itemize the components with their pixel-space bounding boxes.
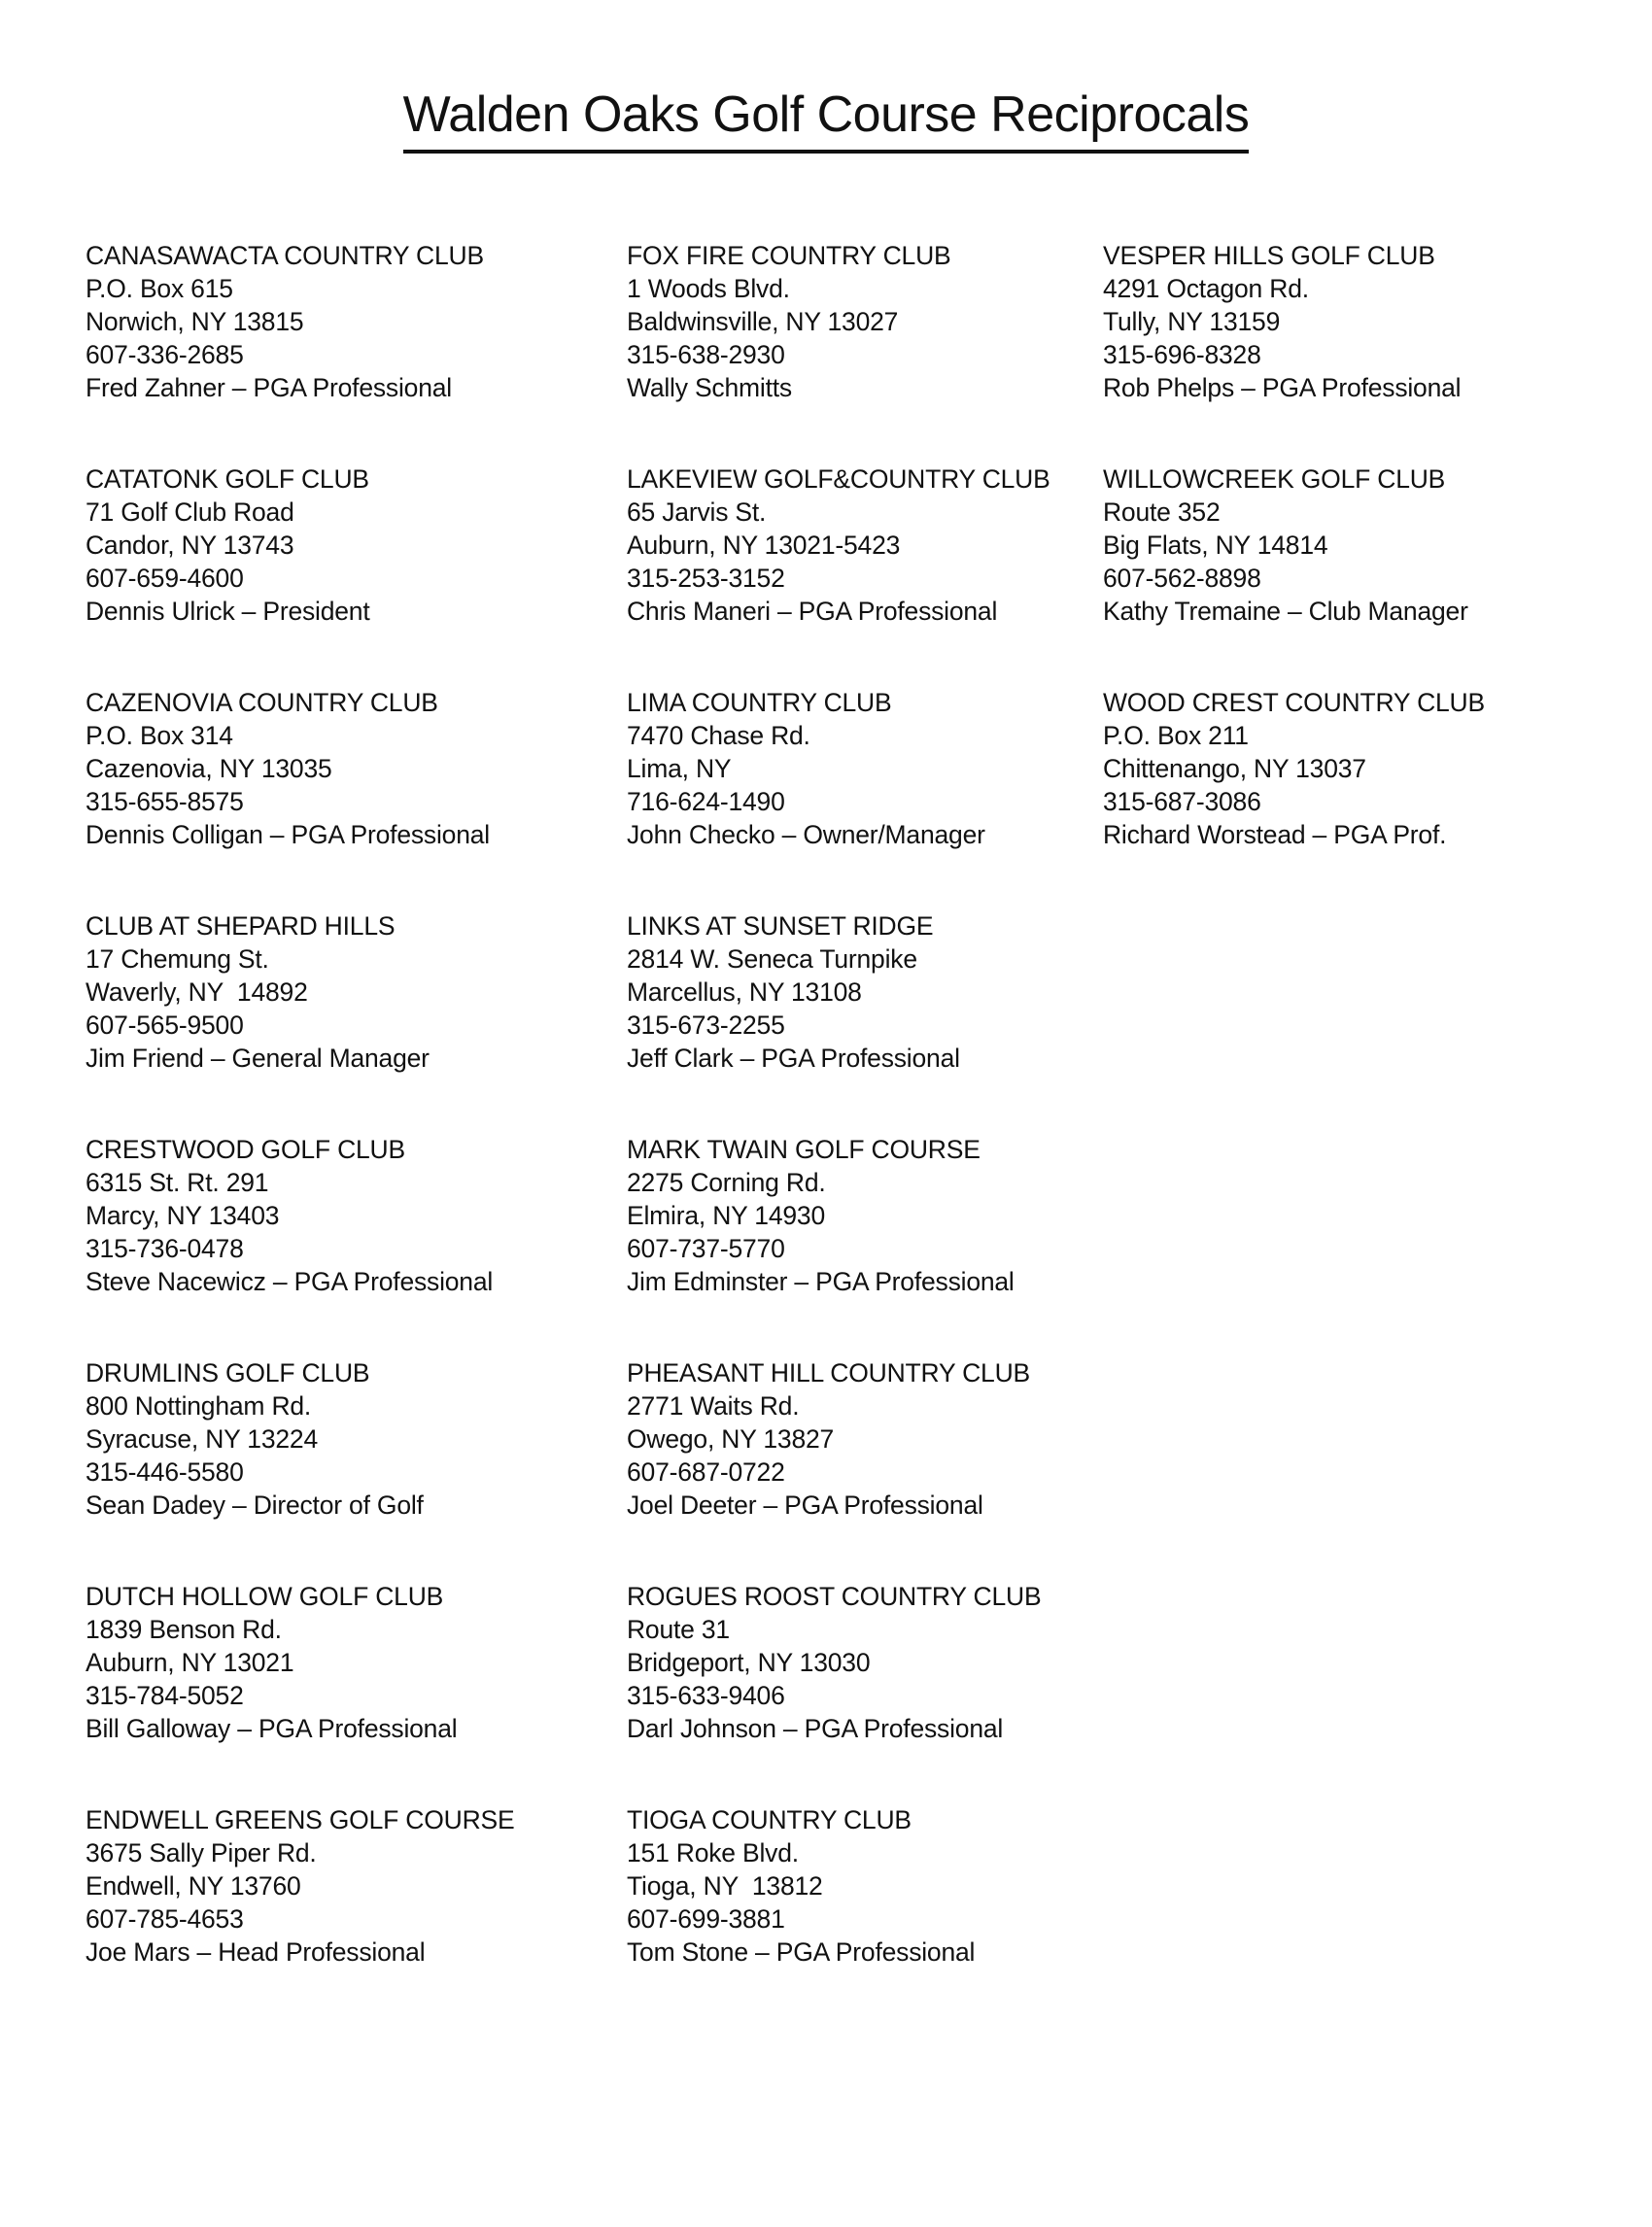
club-address-line-2: Tully, NY 13159 — [1103, 307, 1281, 336]
club-contact: Bill Galloway – PGA Professional — [86, 1714, 458, 1743]
club-name: VESPER HILLS GOLF CLUB — [1103, 241, 1435, 270]
club-phone: 607-785-4653 — [86, 1904, 244, 1934]
club-entry — [86, 909, 627, 1133]
club-name: DRUMLINS GOLF CLUB — [86, 1358, 370, 1388]
club-address-line-1: 151 Roke Blvd. — [627, 1838, 799, 1867]
club-address-line-2: Auburn, NY 13021-5423 — [627, 531, 901, 560]
club-name: WOOD CREST COUNTRY CLUB — [1103, 688, 1485, 717]
club-entry — [627, 1580, 1103, 1803]
club-address-line-2: Cazenovia, NY 13035 — [86, 754, 332, 783]
club-name: LAKEVIEW GOLF&COUNTRY CLUB — [627, 464, 1050, 494]
club-phone: 607-659-4600 — [86, 564, 244, 593]
club-entry — [627, 1133, 1103, 1356]
club-name: CATATONK GOLF CLUB — [86, 464, 369, 494]
clubs-column-3 — [1103, 239, 1652, 909]
clubs-column-2 — [627, 239, 1103, 2027]
club-contact: Steve Nacewicz – PGA Professional — [86, 1267, 494, 1296]
club-address-line-2: Norwich, NY 13815 — [86, 307, 304, 336]
club-phone: 315-784-5052 — [86, 1681, 244, 1710]
club-address-line-2: Waverly, NY 14892 — [86, 977, 308, 1007]
club-address-line-2: Lima, NY — [627, 754, 732, 783]
club-phone: 607-562-8898 — [1103, 564, 1261, 593]
club-entry — [86, 1356, 627, 1580]
club-address-line-1: P.O. Box 314 — [86, 721, 233, 750]
club-name: ROGUES ROOST COUNTRY CLUB — [627, 1582, 1042, 1611]
clubs-grid — [86, 239, 1652, 2027]
club-address-line-1: 4291 Octagon Rd. — [1103, 274, 1309, 303]
club-contact: Chris Maneri – PGA Professional — [627, 597, 998, 626]
club-address-line-2: Auburn, NY 13021 — [86, 1648, 294, 1677]
club-phone: 315-253-3152 — [627, 564, 785, 593]
club-address-line-2: Candor, NY 13743 — [86, 531, 294, 560]
club-contact: Jeff Clark – PGA Professional — [627, 1044, 960, 1073]
club-phone: 315-673-2255 — [627, 1011, 785, 1040]
club-address-line-2: Marcellus, NY 13108 — [627, 977, 862, 1007]
club-address-line-1: 1839 Benson Rd. — [86, 1615, 282, 1644]
club-contact: Richard Worstead – PGA Prof. — [1103, 820, 1447, 849]
club-contact: Sean Dadey – Director of Golf — [86, 1490, 424, 1520]
club-phone: 315-446-5580 — [86, 1457, 244, 1487]
club-address-line-2: Tioga, NY 13812 — [627, 1871, 823, 1901]
club-address-line-2: Big Flats, NY 14814 — [1103, 531, 1328, 560]
club-address-line-1: 17 Chemung St. — [86, 944, 269, 974]
club-name: DUTCH HOLLOW GOLF CLUB — [86, 1582, 444, 1611]
club-name: PHEASANT HILL COUNTRY CLUB — [627, 1358, 1030, 1388]
club-entry — [627, 909, 1103, 1133]
page-title — [0, 86, 1652, 143]
club-address-line-1: 7470 Chase Rd. — [627, 721, 810, 750]
club-phone: 607-737-5770 — [627, 1234, 785, 1263]
club-entry — [86, 686, 627, 909]
club-name: CLUB AT SHEPARD HILLS — [86, 911, 396, 941]
club-address-line-1: 6315 St. Rt. 291 — [86, 1168, 269, 1197]
document-page — [0, 86, 1652, 2227]
club-address-line-1: 2275 Corning Rd. — [627, 1168, 826, 1197]
club-entry — [627, 463, 1103, 686]
club-address-line-1: 65 Jarvis St. — [627, 497, 767, 527]
club-contact: Rob Phelps – PGA Professional — [1103, 373, 1462, 402]
club-contact: John Checko – Owner/Manager — [627, 820, 985, 849]
club-entry — [627, 239, 1103, 463]
page-title-text: Walden Oaks Golf Course Reciprocals — [403, 86, 1250, 154]
club-name: WILLOWCREEK GOLF CLUB — [1103, 464, 1446, 494]
club-contact: Jim Edminster – PGA Professional — [627, 1267, 1015, 1296]
club-phone: 315-696-8328 — [1103, 340, 1261, 369]
club-address-line-1: P.O. Box 615 — [86, 274, 233, 303]
club-address-line-1: P.O. Box 211 — [1103, 721, 1249, 750]
club-address-line-1: 71 Golf Club Road — [86, 497, 294, 527]
club-address-line-1: 2814 W. Seneca Turnpike — [627, 944, 917, 974]
club-address-line-2: Marcy, NY 13403 — [86, 1201, 280, 1230]
club-phone: 315-736-0478 — [86, 1234, 244, 1263]
club-contact: Joel Deeter – PGA Professional — [627, 1490, 983, 1520]
club-phone: 607-687-0722 — [627, 1457, 785, 1487]
club-contact: Wally Schmitts — [627, 373, 792, 402]
club-contact: Jim Friend – General Manager — [86, 1044, 430, 1073]
club-entry — [627, 1356, 1103, 1580]
club-phone: 315-638-2930 — [627, 340, 785, 369]
club-name: CANASAWACTA COUNTRY CLUB — [86, 241, 484, 270]
club-entry — [86, 1580, 627, 1803]
club-entry — [1103, 239, 1652, 463]
club-entry — [86, 1133, 627, 1356]
club-contact: Darl Johnson – PGA Professional — [627, 1714, 1004, 1743]
club-address-line-1: 1 Woods Blvd. — [627, 274, 790, 303]
club-entry — [86, 463, 627, 686]
club-entry — [627, 1803, 1103, 2027]
club-name: LIMA COUNTRY CLUB — [627, 688, 892, 717]
club-address-line-2: Syracuse, NY 13224 — [86, 1424, 318, 1454]
club-contact: Dennis Colligan – PGA Professional — [86, 820, 490, 849]
club-address-line-1: 3675 Sally Piper Rd. — [86, 1838, 317, 1867]
club-address-line-1: Route 31 — [627, 1615, 730, 1644]
club-contact: Dennis Ulrick – President — [86, 597, 370, 626]
club-name: MARK TWAIN GOLF COURSE — [627, 1135, 981, 1164]
club-address-line-2: Bridgeport, NY 13030 — [627, 1648, 871, 1677]
club-name: ENDWELL GREENS GOLF COURSE — [86, 1805, 515, 1834]
club-name: FOX FIRE COUNTRY CLUB — [627, 241, 951, 270]
club-address-line-2: Owego, NY 13827 — [627, 1424, 835, 1454]
club-phone: 607-336-2685 — [86, 340, 244, 369]
club-contact: Kathy Tremaine – Club Manager — [1103, 597, 1468, 626]
club-entry — [627, 686, 1103, 909]
club-entry — [86, 239, 627, 463]
club-phone: 315-633-9406 — [627, 1681, 785, 1710]
clubs-column-1 — [86, 239, 627, 2027]
club-contact: Joe Mars – Head Professional — [86, 1937, 426, 1967]
club-address-line-2: Baldwinsville, NY 13027 — [627, 307, 899, 336]
club-phone: 315-687-3086 — [1103, 787, 1261, 816]
club-entry — [1103, 463, 1652, 686]
club-name: CRESTWOOD GOLF CLUB — [86, 1135, 405, 1164]
club-address-line-2: Elmira, NY 14930 — [627, 1201, 825, 1230]
club-contact: Fred Zahner – PGA Professional — [86, 373, 452, 402]
club-phone: 716-624-1490 — [627, 787, 785, 816]
club-address-line-1: Route 352 — [1103, 497, 1221, 527]
club-name: CAZENOVIA COUNTRY CLUB — [86, 688, 438, 717]
club-address-line-1: 2771 Waits Rd. — [627, 1391, 800, 1421]
club-address-line-2: Endwell, NY 13760 — [86, 1871, 301, 1901]
club-phone: 607-565-9500 — [86, 1011, 244, 1040]
club-address-line-2: Chittenango, NY 13037 — [1103, 754, 1366, 783]
club-contact: Tom Stone – PGA Professional — [627, 1937, 976, 1967]
club-phone: 315-655-8575 — [86, 787, 244, 816]
club-address-line-1: 800 Nottingham Rd. — [86, 1391, 312, 1421]
club-entry — [1103, 686, 1652, 909]
club-name: TIOGA COUNTRY CLUB — [627, 1805, 912, 1834]
club-entry — [86, 1803, 627, 2027]
club-name: LINKS AT SUNSET RIDGE — [627, 911, 934, 941]
club-phone: 607-699-3881 — [627, 1904, 785, 1934]
